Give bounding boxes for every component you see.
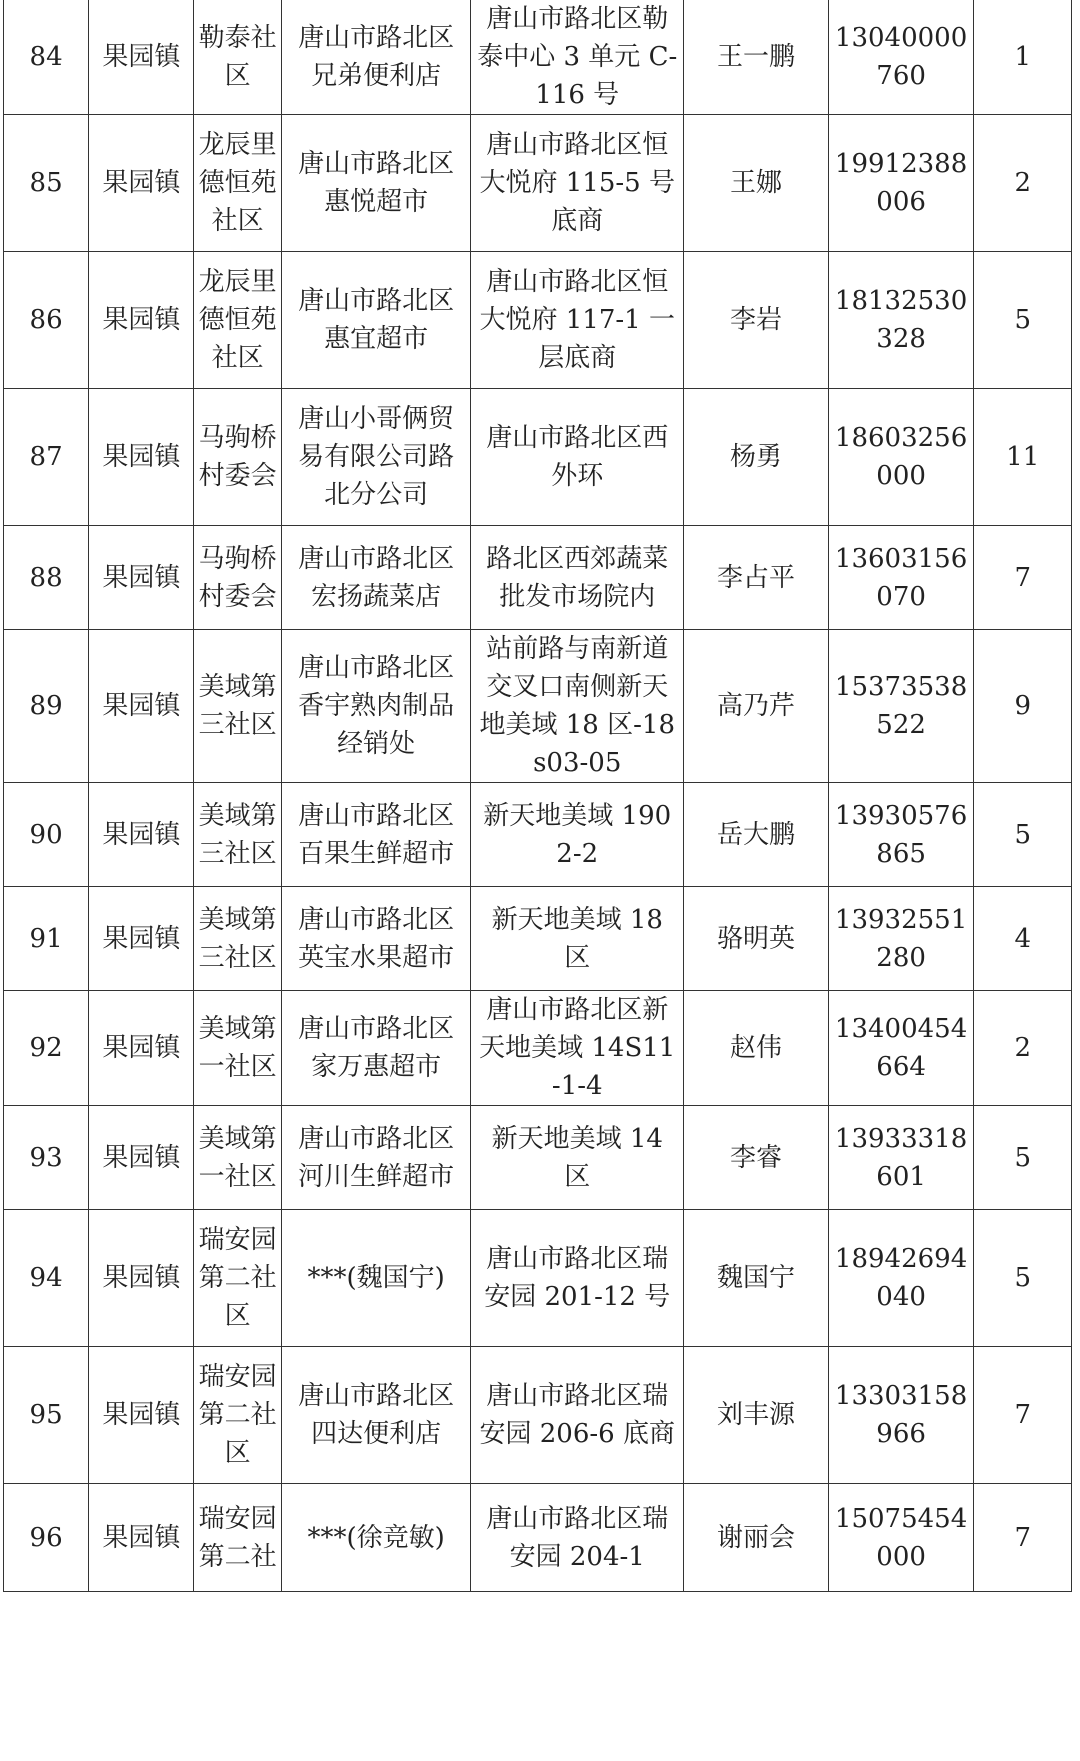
address-cell-text: 新天地美域 14 区: [491, 1123, 663, 1192]
community-cell: [194, 1210, 281, 1347]
contact-cell: [684, 991, 829, 1106]
seq-cell: [4, 1347, 89, 1484]
community-cell: [194, 783, 281, 887]
phone-cell: [828, 1106, 974, 1210]
community-cell-text: 美域第一社区: [198, 1123, 277, 1192]
phone-cell-text: 18942694040: [834, 1244, 968, 1312]
quantity-cell: [974, 1106, 1072, 1210]
phone-cell: [828, 630, 974, 783]
seq-cell: [4, 991, 89, 1106]
seq-cell-text: 89: [29, 691, 63, 721]
table-row: [4, 991, 1072, 1106]
town-cell: [89, 783, 194, 887]
store-cell: [281, 991, 470, 1106]
quantity-cell-text: 1: [1014, 42, 1031, 72]
quantity-cell-text: 4: [1014, 923, 1031, 954]
community-cell-text: 美域第三社区: [198, 904, 277, 973]
contact-cell: [684, 389, 829, 526]
quantity-cell: [974, 252, 1072, 389]
quantity-cell-text: 7: [1014, 562, 1031, 593]
community-cell-text: 瑞安园第二社区: [198, 1362, 277, 1468]
store-cell-text: 唐山市路北区家万惠超市: [298, 1014, 455, 1082]
contact-cell-text: 刘丰源: [716, 1400, 795, 1430]
quantity-cell: [974, 783, 1072, 887]
contact-cell: [684, 783, 829, 887]
table-row: [4, 526, 1072, 630]
community-cell: [194, 1106, 281, 1210]
seq-cell-text: 91: [29, 923, 63, 954]
store-cell: [281, 252, 470, 389]
town-cell: [89, 252, 194, 389]
phone-cell: [828, 0, 974, 115]
address-cell-text: 唐山市路北区瑞安园 204-1: [486, 1503, 669, 1572]
town-cell-text: 果园镇: [102, 691, 181, 721]
quantity-cell: [974, 526, 1072, 630]
table-row: [4, 1210, 1072, 1347]
phone-cell: [828, 1484, 974, 1592]
address-cell-text: 唐山市路北区恒大悦府 115-5 号底商: [479, 130, 675, 236]
town-cell: [89, 1484, 194, 1592]
address-cell: [471, 526, 684, 630]
address-cell: [471, 887, 684, 991]
store-cell: [281, 526, 470, 630]
address-cell-text: 新天地美域 1902-2: [483, 800, 672, 869]
quantity-cell-text: 5: [1014, 1142, 1031, 1173]
community-cell: [194, 526, 281, 630]
address-cell: [471, 783, 684, 887]
table-row: [4, 1106, 1072, 1210]
seq-cell: [4, 115, 89, 252]
town-cell-text: 果园镇: [102, 1142, 181, 1173]
phone-cell: [828, 389, 974, 526]
store-cell-text: 唐山市路北区百果生鲜超市: [298, 800, 455, 869]
town-cell: [89, 526, 194, 630]
community-cell: [194, 1347, 281, 1484]
address-cell: [471, 252, 684, 389]
town-cell: [89, 1210, 194, 1347]
seq-cell: [4, 389, 89, 526]
store-cell: [281, 630, 470, 783]
town-cell: [89, 1106, 194, 1210]
community-cell-text: 美域第三社区: [198, 672, 277, 740]
community-cell: [194, 115, 281, 252]
contact-cell-text: 李岩: [729, 305, 782, 335]
store-cell-text: 唐山市路北区惠宜超市: [298, 286, 455, 354]
community-cell: [194, 887, 281, 991]
store-cell: [281, 1210, 470, 1347]
phone-cell-text: 13930576865: [834, 800, 968, 869]
store-cell: [281, 389, 470, 526]
address-cell: [471, 1210, 684, 1347]
contact-cell: [684, 1106, 829, 1210]
community-cell: [194, 0, 281, 115]
seq-cell: [4, 783, 89, 887]
address-cell: [471, 630, 684, 783]
town-cell-text: 果园镇: [102, 305, 181, 335]
quantity-cell-text: 7: [1014, 1522, 1031, 1553]
store-cell: [281, 1347, 470, 1484]
contact-cell-text: 王一鹏: [716, 42, 795, 72]
town-cell-text: 果园镇: [102, 168, 181, 198]
store-cell-text: 唐山市路北区河川生鲜超市: [298, 1123, 455, 1192]
quantity-cell: [974, 1210, 1072, 1347]
quantity-cell-text: 2: [1014, 168, 1031, 198]
contact-cell-text: 李睿: [729, 1142, 782, 1173]
phone-cell-text: 13603156070: [834, 543, 968, 612]
address-cell-text: 唐山市路北区瑞安园 206-6 底商: [479, 1381, 675, 1449]
contact-cell: [684, 526, 829, 630]
community-cell: [194, 991, 281, 1106]
table-row: [4, 389, 1072, 526]
community-cell-text: 美域第一社区: [198, 1014, 277, 1082]
quantity-cell: [974, 1484, 1072, 1592]
phone-cell: [828, 991, 974, 1106]
seq-cell: [4, 1484, 89, 1592]
shop-list-table: [3, 0, 1072, 1592]
store-cell-text: 唐山市路北区香宇熟肉制品经销处: [298, 653, 455, 759]
seq-cell: [4, 630, 89, 783]
address-cell-text: 唐山市路北区勒泰中心 3 单元 C-116 号: [477, 4, 678, 110]
town-cell-text: 果园镇: [102, 1033, 181, 1063]
address-cell: [471, 1106, 684, 1210]
phone-cell: [828, 115, 974, 252]
quantity-cell: [974, 389, 1072, 526]
address-cell: [471, 1484, 684, 1592]
quantity-cell-text: 9: [1014, 691, 1031, 721]
address-cell-text: 新天地美域 18 区: [491, 904, 663, 973]
contact-cell: [684, 252, 829, 389]
contact-cell-text: 骆明英: [716, 923, 795, 954]
town-cell: [89, 991, 194, 1106]
community-cell-text: 龙辰里德恒苑社区: [198, 130, 277, 236]
store-cell-text: 唐山市路北区宏扬蔬菜店: [298, 543, 455, 612]
quantity-cell-text: 2: [1014, 1033, 1031, 1063]
town-cell-text: 果园镇: [102, 923, 181, 954]
store-cell: [281, 0, 470, 115]
quantity-cell-text: 5: [1014, 819, 1031, 850]
store-cell-text: ***(徐竞敏): [307, 1522, 445, 1553]
store-cell-text: 唐山市路北区兄弟便利店: [298, 23, 455, 91]
contact-cell-text: 高乃芹: [716, 691, 795, 721]
table-row: [4, 1347, 1072, 1484]
address-cell: [471, 991, 684, 1106]
address-cell: [471, 0, 684, 115]
table-row: [4, 1484, 1072, 1592]
phone-cell-text: 13040000760: [834, 23, 968, 91]
contact-cell: [684, 887, 829, 991]
community-cell-text: 勒泰社区: [198, 23, 277, 91]
seq-cell: [4, 887, 89, 991]
town-cell-text: 果园镇: [102, 1400, 181, 1430]
address-cell-text: 站前路与南新道交叉口南侧新天地美域 18 区-18s03-05: [479, 634, 675, 778]
address-cell: [471, 389, 684, 526]
store-cell-text: 唐山小哥俩贸易有限公司路北分公司: [298, 404, 455, 510]
phone-cell-text: 13400454664: [834, 1014, 968, 1082]
table-row: [4, 887, 1072, 991]
community-cell: [194, 1484, 281, 1592]
contact-cell-text: 魏国宁: [716, 1263, 795, 1293]
store-cell-text: ***(魏国宁): [307, 1263, 445, 1293]
phone-cell: [828, 887, 974, 991]
phone-cell-text: 18132530328: [834, 286, 968, 354]
contact-cell: [684, 1347, 829, 1484]
quantity-cell: [974, 630, 1072, 783]
address-cell-text: 唐山市路北区瑞安园 201-12 号: [484, 1244, 671, 1312]
phone-cell: [828, 783, 974, 887]
address-cell-text: 唐山市路北区新天地美域 14S11-1-4: [479, 995, 676, 1101]
contact-cell: [684, 115, 829, 252]
quantity-cell-text: 5: [1014, 1263, 1031, 1293]
community-cell-text: 美域第三社区: [198, 800, 277, 869]
community-cell: [194, 630, 281, 783]
town-cell: [89, 630, 194, 783]
seq-cell-text: 84: [29, 42, 63, 72]
store-cell-text: 唐山市路北区惠悦超市: [298, 149, 455, 217]
phone-cell-text: 19912388006: [834, 149, 968, 217]
quantity-cell: [974, 887, 1072, 991]
store-cell: [281, 115, 470, 252]
phone-cell: [828, 1210, 974, 1347]
town-cell: [89, 115, 194, 252]
phone-cell-text: 13932551280: [834, 904, 968, 973]
quantity-cell: [974, 0, 1072, 115]
seq-cell-text: 92: [29, 1033, 63, 1063]
seq-cell-text: 90: [29, 819, 63, 850]
quantity-cell: [974, 991, 1072, 1106]
town-cell: [89, 1347, 194, 1484]
store-cell: [281, 887, 470, 991]
town-cell-text: 果园镇: [102, 42, 181, 72]
table-row: [4, 252, 1072, 389]
quantity-cell: [974, 1347, 1072, 1484]
seq-cell: [4, 1210, 89, 1347]
seq-cell: [4, 526, 89, 630]
store-cell: [281, 1106, 470, 1210]
store-cell-text: 唐山市路北区英宝水果超市: [298, 904, 455, 973]
town-cell: [89, 0, 194, 115]
phone-cell: [828, 526, 974, 630]
seq-cell: [4, 1106, 89, 1210]
seq-cell-text: 87: [29, 442, 63, 472]
contact-cell-text: 杨勇: [729, 442, 782, 472]
table-row: [4, 783, 1072, 887]
phone-cell: [828, 252, 974, 389]
quantity-cell-text: 11: [1006, 442, 1040, 472]
seq-cell-text: 88: [29, 562, 63, 593]
address-cell: [471, 1347, 684, 1484]
phone-cell-text: 15373538522: [834, 672, 968, 740]
seq-cell-text: 94: [29, 1263, 63, 1293]
contact-cell-text: 岳大鹏: [716, 819, 795, 850]
contact-cell: [684, 1484, 829, 1592]
store-cell: [281, 1484, 470, 1592]
table-row: [4, 0, 1072, 115]
store-cell-text: 唐山市路北区四达便利店: [298, 1381, 455, 1449]
seq-cell: [4, 252, 89, 389]
community-cell-text: 马驹桥村委会: [198, 423, 277, 491]
community-cell-text: 马驹桥村委会: [198, 543, 277, 612]
seq-cell-text: 93: [29, 1142, 63, 1173]
contact-cell-text: 王娜: [729, 168, 782, 198]
contact-cell: [684, 0, 829, 115]
town-cell-text: 果园镇: [102, 562, 181, 593]
contact-cell: [684, 630, 829, 783]
quantity-cell: [974, 115, 1072, 252]
town-cell-text: 果园镇: [102, 1522, 181, 1553]
community-cell-text: 瑞安园第二社区: [198, 1225, 277, 1331]
contact-cell-text: 李占平: [716, 562, 795, 593]
town-cell-text: 果园镇: [102, 1263, 181, 1293]
table-row: [4, 630, 1072, 783]
phone-cell-text: 18603256000: [834, 423, 968, 491]
address-cell-text: 唐山市路北区西外环: [486, 423, 669, 491]
table-body: [4, 0, 1072, 1592]
contact-cell: [684, 1210, 829, 1347]
address-cell-text: 唐山市路北区恒大悦府 117-1 一层底商: [479, 267, 675, 373]
phone-cell-text: 13933318601: [834, 1123, 968, 1192]
contact-cell-text: 谢丽会: [716, 1522, 795, 1553]
store-cell: [281, 783, 470, 887]
phone-cell-text: 15075454000: [834, 1503, 968, 1572]
quantity-cell-text: 5: [1014, 305, 1031, 335]
contact-cell-text: 赵伟: [729, 1033, 782, 1063]
phone-cell: [828, 1347, 974, 1484]
address-cell: [471, 115, 684, 252]
town-cell: [89, 389, 194, 526]
quantity-cell-text: 7: [1014, 1400, 1031, 1430]
town-cell-text: 果园镇: [102, 442, 181, 472]
address-cell-text: 路北区西郊蔬菜批发市场院内: [486, 543, 669, 612]
table-row: [4, 115, 1072, 252]
seq-cell: [4, 0, 89, 115]
seq-cell-text: 95: [29, 1400, 63, 1430]
seq-cell-text: 85: [29, 168, 63, 198]
town-cell: [89, 887, 194, 991]
seq-cell-text: 96: [29, 1522, 63, 1553]
community-cell: [194, 389, 281, 526]
seq-cell-text: 86: [29, 305, 63, 335]
community-cell-text: 龙辰里德恒苑社区: [198, 267, 277, 373]
community-cell: [194, 252, 281, 389]
phone-cell-text: 13303158966: [834, 1381, 968, 1449]
town-cell-text: 果园镇: [102, 819, 181, 850]
community-cell-text: 瑞安园第二社: [198, 1503, 277, 1572]
